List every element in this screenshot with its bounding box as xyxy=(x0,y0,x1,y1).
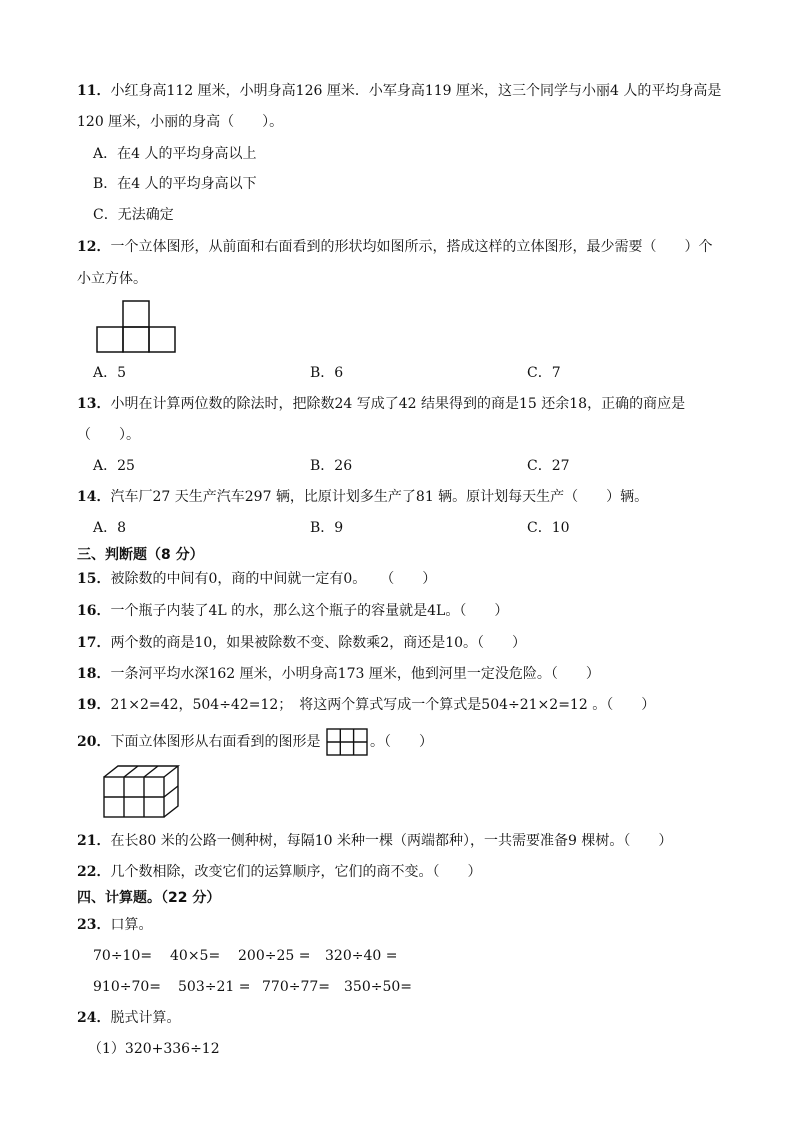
q12-option-b: B．6 xyxy=(310,365,344,381)
q20-cube-figure xyxy=(102,763,182,819)
q15: 15．被除数的中间有0，商的中间就一定有0。 （ ） xyxy=(77,571,437,587)
q11-option-a: A．在4 人的平均身高以上 xyxy=(93,146,257,162)
section-3-heading: 三、判断题（8 分） xyxy=(77,547,204,563)
q12-option-c: C．7 xyxy=(527,365,561,381)
q20: 20．下面立体图形从右面看到的图形是 xyxy=(77,734,321,750)
q23-item: 320÷40 = xyxy=(325,948,398,964)
q12-shape-figure xyxy=(96,300,180,354)
q17: 17．两个数的商是10，如果被除数不变、除数乘2，商还是10。（ ） xyxy=(77,635,527,651)
q24-item-1: （1）320+336÷12 xyxy=(88,1041,220,1057)
q14-option-a: A．8 xyxy=(93,520,127,536)
q14-option-c: C．10 xyxy=(527,520,570,536)
q13-option-b: B．26 xyxy=(310,458,353,474)
q21: 21．在长80 米的公路一侧种树，每隔10 米种一棵（两端都种），一共需要准备9 棵树。（ ） xyxy=(77,833,673,849)
q23-item: 40×5= xyxy=(170,948,221,964)
q22: 22．几个数相除，改变它们的运算顺序，它们的商不变。（ ） xyxy=(77,864,482,880)
q24-title: 24．脱式计算。 xyxy=(77,1010,181,1026)
q19: 19．21×2=42，504÷42=12； 将这两个算式写成一个算式是504÷21×2=12 。（ ） xyxy=(77,697,656,713)
section-4-heading: 四、计算题。（22 分） xyxy=(77,890,221,906)
q23-item: 910÷70= xyxy=(93,979,161,995)
q18: 18．一条河平均水深162 厘米，小明身高173 厘米，他到河里一定没危险。（ ） xyxy=(77,666,600,682)
q20-right-view-figure xyxy=(326,728,368,756)
q13-option-a: A．25 xyxy=(93,458,135,474)
q23-item: 200÷25 = xyxy=(238,948,311,964)
q12-line2: 小立方体。 xyxy=(77,271,147,287)
q11-option-c: C．无法确定 xyxy=(93,207,174,223)
q14-option-b: B．9 xyxy=(310,520,344,536)
q20-answer-blank: 。（ ） xyxy=(370,734,433,750)
q13-line1: 13．小明在计算两位数的除法时，把除数24 写成了42 结果得到的商是15 还余18，正确的商应是 xyxy=(77,396,686,412)
q12-line1: 12．一个立体图形，从前面和右面看到的形状均如图所示，搭成这样的立体图形，最少需要（ ）个 xyxy=(77,239,713,255)
q23-item: 70÷10= xyxy=(93,948,153,964)
q12-option-a: A．5 xyxy=(93,365,127,381)
q23-title: 23．口算。 xyxy=(77,917,153,933)
q11-line1: 11．小红身高112 厘米，小明身高126 厘米．小军身高119 厘米，这三个同学与小丽4 人的平均身高是 xyxy=(77,83,722,99)
q14-line1: 14．汽车厂27 天生产汽车297 辆，比原计划多生产了81 辆。原计划每天生产（ ）辆。 xyxy=(77,489,649,505)
q23-item: 503÷21 = xyxy=(178,979,251,995)
q23-item: 350÷50= xyxy=(344,979,412,995)
q13-option-c: C．27 xyxy=(527,458,570,474)
q16: 16．一个瓶子内装了4L 的水，那么这个瓶子的容量就是4L。（ ） xyxy=(77,603,509,619)
q11-line2: 120 厘米，小丽的身高（ ）。 xyxy=(77,114,284,130)
q23-item: 770÷77= xyxy=(262,979,330,995)
q11-option-b: B．在4 人的平均身高以下 xyxy=(93,176,257,192)
q13-line2: （ ）。 xyxy=(77,427,140,443)
